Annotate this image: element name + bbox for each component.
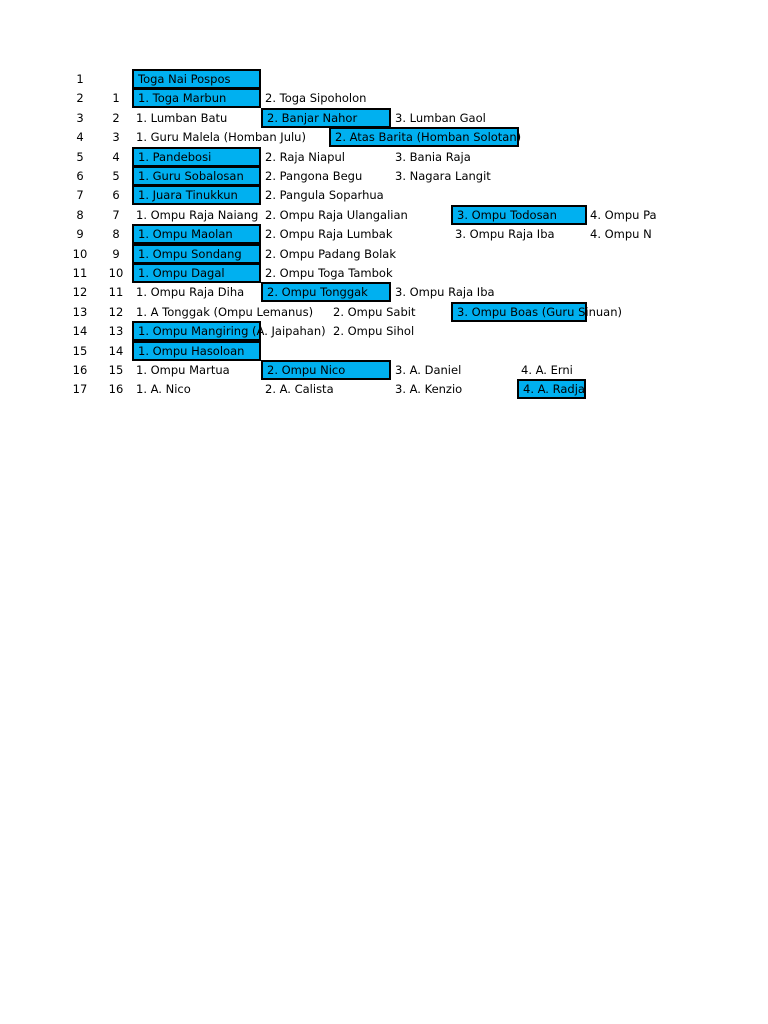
highlighted-name-cell[interactable]: 1. Ompu Sondang — [132, 244, 261, 264]
row-generation-number: 4 — [76, 130, 84, 144]
highlighted-name-cell[interactable]: 3. Ompu Boas (Guru Sinuan) — [451, 302, 587, 322]
row-index-number: 12 — [108, 305, 124, 319]
name-cell[interactable]: 2. Ompu Sihol — [333, 324, 415, 338]
row-generation-number: 2 — [76, 91, 84, 105]
highlighted-name-cell[interactable]: 4. A. Radja — [517, 379, 586, 399]
row-generation-number: 10 — [72, 247, 88, 261]
row-index-number: 5 — [112, 169, 120, 183]
name-cell[interactable]: 3. Nagara Langit — [395, 169, 491, 183]
row-index-number: 10 — [108, 266, 124, 280]
row-index-number: 16 — [108, 382, 124, 396]
row-index-number: 2 — [112, 111, 120, 125]
highlighted-name-cell[interactable]: 1. Ompu Maolan — [132, 224, 261, 244]
highlighted-name-cell[interactable]: 1. Juara Tinukkun — [132, 185, 261, 205]
highlighted-name-cell[interactable]: Toga Nai Pospos — [132, 69, 261, 89]
highlighted-name-cell[interactable]: 2. Atas Barita (Homban Solotan) — [329, 127, 519, 147]
row-generation-number: 13 — [72, 305, 88, 319]
name-cell[interactable]: 2. Ompu Sabit — [333, 305, 416, 319]
name-cell[interactable]: 1. Guru Malela (Homban Julu) — [136, 130, 306, 144]
name-cell[interactable]: 2. Ompu Toga Tambok — [265, 266, 393, 280]
name-cell[interactable]: 4. A. Erni — [521, 363, 573, 377]
row-index-number: 14 — [108, 344, 124, 358]
row-generation-number: 3 — [76, 111, 84, 125]
row-generation-number: 12 — [72, 285, 88, 299]
row-index-number: 7 — [112, 208, 120, 222]
highlighted-name-cell[interactable]: 1. Pandebosi — [132, 147, 261, 167]
name-cell[interactable]: 3. Ompu Raja Iba — [455, 227, 555, 241]
name-cell[interactable]: 3. A. Kenzio — [395, 382, 463, 396]
row-index-number: 8 — [112, 227, 120, 241]
name-cell[interactable]: 2. Ompu Raja Ulangalian — [265, 208, 408, 222]
row-generation-number: 1 — [76, 72, 84, 86]
row-index-number: 6 — [112, 188, 120, 202]
name-cell[interactable]: 4. Ompu N — [590, 227, 652, 241]
row-generation-number: 7 — [76, 188, 84, 202]
name-cell[interactable]: 1. A Tonggak (Ompu Lemanus) — [136, 305, 314, 319]
highlighted-name-cell[interactable]: 2. Ompu Tonggak — [261, 282, 391, 302]
name-cell[interactable]: 3. A. Daniel — [395, 363, 462, 377]
name-cell[interactable]: 3. Ompu Raja Iba — [395, 285, 495, 299]
name-cell[interactable]: 3. Bania Raja — [395, 150, 471, 164]
row-index-number: 13 — [108, 324, 124, 338]
name-cell[interactable]: 2. Raja Niapul — [265, 150, 345, 164]
name-cell[interactable]: 1. Ompu Raja Diha — [136, 285, 245, 299]
name-cell[interactable]: 1. Ompu Martua — [136, 363, 230, 377]
row-generation-number: 16 — [72, 363, 88, 377]
highlighted-name-cell[interactable]: 2. Banjar Nahor — [261, 108, 391, 128]
name-cell[interactable]: 3. Lumban Gaol — [395, 111, 486, 125]
row-generation-number: 17 — [72, 382, 88, 396]
highlighted-name-cell[interactable]: 1. Ompu Dagal — [132, 263, 261, 283]
row-generation-number: 6 — [76, 169, 84, 183]
highlighted-name-cell[interactable]: 1. Toga Marbun — [132, 88, 261, 108]
name-cell[interactable]: 2. A. Calista — [265, 382, 334, 396]
name-cell[interactable]: 2. Ompu Raja Lumbak — [265, 227, 393, 241]
row-index-number: 15 — [108, 363, 124, 377]
row-index-number: 11 — [108, 285, 124, 299]
row-index-number — [101, 69, 131, 89]
name-cell[interactable]: 1. Lumban Batu — [136, 111, 228, 125]
highlighted-name-cell[interactable]: 1. Ompu Mangiring (A. Jaipahan) — [132, 321, 261, 341]
name-cell[interactable]: 1. Ompu Raja Naiang — [136, 208, 259, 222]
name-cell[interactable]: 2. Pangona Begu — [265, 169, 363, 183]
row-generation-number: 15 — [72, 344, 88, 358]
highlighted-name-cell[interactable]: 1. Guru Sobalosan — [132, 166, 261, 186]
name-cell[interactable]: 2. Toga Sipoholon — [265, 91, 367, 105]
row-index-number: 9 — [112, 247, 120, 261]
highlighted-name-cell[interactable]: 2. Ompu Nico — [261, 360, 391, 380]
name-cell[interactable]: 4. Ompu Pa — [590, 208, 657, 222]
row-generation-number: 5 — [76, 150, 84, 164]
name-cell[interactable]: 2. Ompu Padang Bolak — [265, 247, 397, 261]
row-generation-number: 14 — [72, 324, 88, 338]
highlighted-name-cell[interactable]: 3. Ompu Todosan — [451, 205, 587, 225]
row-index-number: 3 — [112, 130, 120, 144]
row-generation-number: 9 — [76, 227, 84, 241]
name-cell[interactable]: 1. A. Nico — [136, 382, 191, 396]
row-index-number: 4 — [112, 150, 120, 164]
row-index-number: 1 — [112, 91, 120, 105]
name-cell[interactable]: 2. Pangula Soparhua — [265, 188, 384, 202]
highlighted-name-cell[interactable]: 1. Ompu Hasoloan — [132, 341, 261, 361]
row-generation-number: 8 — [76, 208, 84, 222]
row-generation-number: 11 — [72, 266, 88, 280]
